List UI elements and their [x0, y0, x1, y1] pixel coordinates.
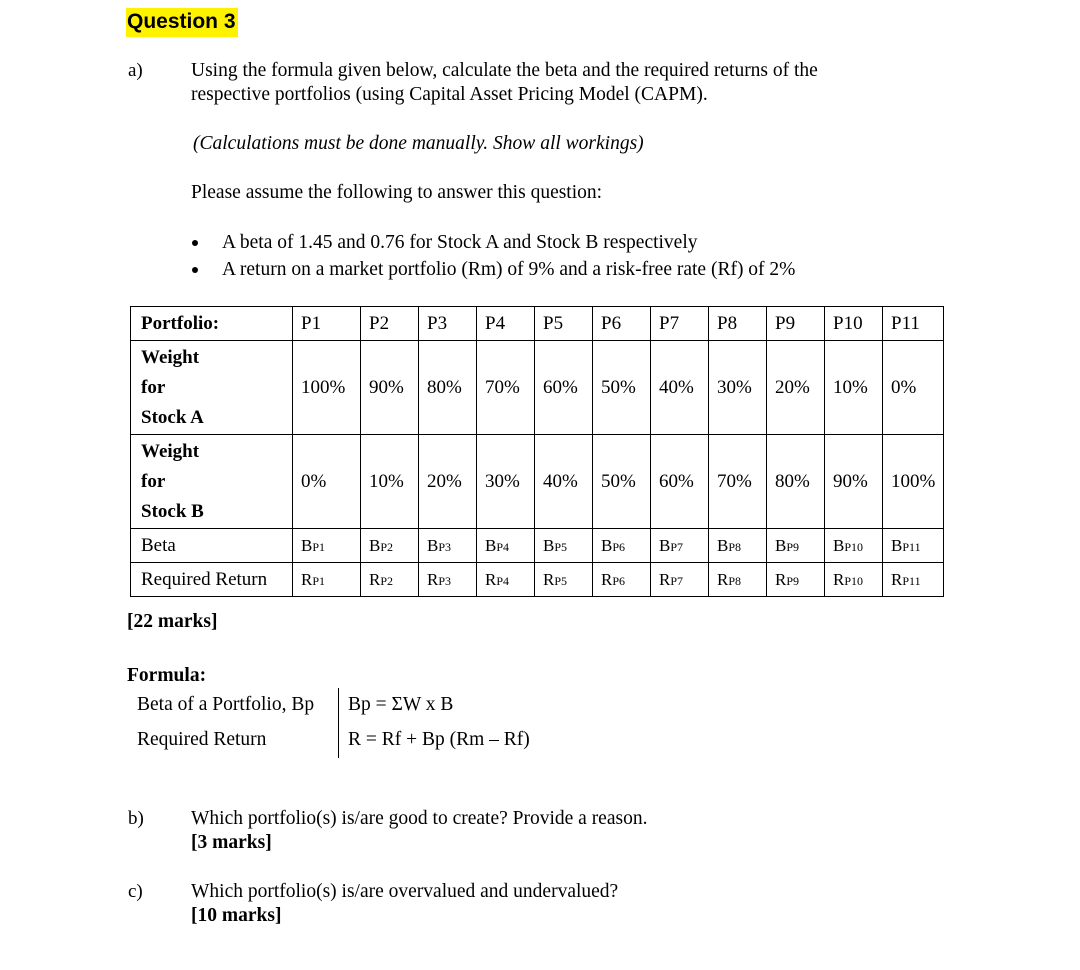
weight-b-cell: 40%	[535, 435, 593, 529]
bullet-icon	[192, 267, 198, 273]
weight-b-cell: 90%	[825, 435, 883, 529]
portfolio-cell: P2	[361, 307, 419, 341]
formula-beta-label: Beta of a Portfolio, Bp	[137, 694, 315, 715]
return-cell: RP2	[361, 563, 419, 597]
portfolio-cell: P3	[419, 307, 477, 341]
beta-cell: BP8	[709, 529, 767, 563]
formula-beta: Bp = ΣW x B	[348, 694, 454, 715]
portfolio-cell: P5	[535, 307, 593, 341]
weight-b-label: Weight for Stock B	[131, 435, 293, 529]
return-row	[131, 563, 944, 597]
weight-a-cell: 60%	[535, 341, 593, 435]
beta-cell: BP10	[825, 529, 883, 563]
beta-cell: BP7	[651, 529, 709, 563]
part-a-line2: respective portfolios (using Capital Asset Pricing Model (CAPM).	[191, 84, 708, 105]
weight-a-cell: 90%	[361, 341, 419, 435]
portfolio-label: Portfolio:	[131, 307, 293, 341]
portfolio-cell: P1	[293, 307, 361, 341]
weight-a-cell: 40%	[651, 341, 709, 435]
part-a-marks: [22 marks]	[127, 611, 218, 632]
weight-b-cell: 30%	[477, 435, 535, 529]
formula-divider	[338, 688, 339, 758]
assumption-bullet-1: A beta of 1.45 and 0.76 for Stock A and Stock B respectively	[222, 232, 698, 253]
weight-b-row	[131, 435, 944, 529]
weight-a-row	[131, 341, 944, 435]
beta-cell: BP1	[293, 529, 361, 563]
beta-cell: BP5	[535, 529, 593, 563]
return-label: Required Return	[131, 563, 293, 597]
portfolio-cell: P11	[883, 307, 944, 341]
question-title: Question 3	[126, 8, 238, 37]
beta-cell: BP4	[477, 529, 535, 563]
weight-b-cell: 80%	[767, 435, 825, 529]
beta-cell: BP9	[767, 529, 825, 563]
beta-cell: BP6	[593, 529, 651, 563]
portfolio-cell: P4	[477, 307, 535, 341]
beta-cell: BP3	[419, 529, 477, 563]
return-cell: RP11	[883, 563, 944, 597]
weight-a-cell: 70%	[477, 341, 535, 435]
weight-a-cell: 50%	[593, 341, 651, 435]
portfolio-table	[130, 306, 944, 597]
part-b-label: b)	[128, 808, 144, 829]
weight-a-label: Weight for Stock A	[131, 341, 293, 435]
part-b-text: Which portfolio(s) is/are good to create? Provide a reason.	[191, 808, 648, 829]
portfolio-header-row	[131, 307, 944, 341]
weight-a-cell: 0%	[883, 341, 944, 435]
return-cell: RP6	[593, 563, 651, 597]
portfolio-cell: P6	[593, 307, 651, 341]
weight-b-cell: 100%	[883, 435, 944, 529]
portfolio-cell: P7	[651, 307, 709, 341]
part-c-marks: [10 marks]	[191, 905, 282, 926]
weight-a-cell: 20%	[767, 341, 825, 435]
bullet-icon	[192, 240, 198, 246]
weight-b-cell: 10%	[361, 435, 419, 529]
part-a-line1: Using the formula given below, calculate the beta and the required returns of the	[191, 60, 818, 81]
weight-b-cell: 60%	[651, 435, 709, 529]
beta-label: Beta	[131, 529, 293, 563]
weight-b-cell: 50%	[593, 435, 651, 529]
return-cell: RP7	[651, 563, 709, 597]
return-cell: RP8	[709, 563, 767, 597]
assumption-bullet-2: A return on a market portfolio (Rm) of 9% and a risk-free rate (Rf) of 2%	[222, 259, 796, 280]
weight-a-cell: 10%	[825, 341, 883, 435]
portfolio-cell: P10	[825, 307, 883, 341]
beta-cell: BP2	[361, 529, 419, 563]
formula-heading: Formula:	[127, 665, 207, 686]
portfolio-cell: P8	[709, 307, 767, 341]
return-cell: RP1	[293, 563, 361, 597]
weight-a-cell: 80%	[419, 341, 477, 435]
return-cell: RP4	[477, 563, 535, 597]
return-cell: RP9	[767, 563, 825, 597]
portfolio-cell: P9	[767, 307, 825, 341]
beta-row	[131, 529, 944, 563]
weight-a-cell: 100%	[293, 341, 361, 435]
weight-b-cell: 0%	[293, 435, 361, 529]
formula-return-label: Required Return	[137, 729, 267, 750]
return-cell: RP10	[825, 563, 883, 597]
formula-return: R = Rf + Bp (Rm – Rf)	[348, 729, 530, 750]
part-c-text: Which portfolio(s) is/are overvalued and undervalued?	[191, 881, 619, 902]
beta-cell: BP11	[883, 529, 944, 563]
weight-b-cell: 70%	[709, 435, 767, 529]
part-c-label: c)	[128, 881, 143, 902]
part-b-marks: [3 marks]	[191, 832, 272, 853]
weight-a-cell: 30%	[709, 341, 767, 435]
part-a-note: (Calculations must be done manually. Show all workings)	[193, 133, 644, 154]
return-cell: RP3	[419, 563, 477, 597]
weight-b-cell: 20%	[419, 435, 477, 529]
part-a-assume: Please assume the following to answer this question:	[191, 182, 603, 203]
part-a-label: a)	[128, 60, 143, 81]
return-cell: RP5	[535, 563, 593, 597]
